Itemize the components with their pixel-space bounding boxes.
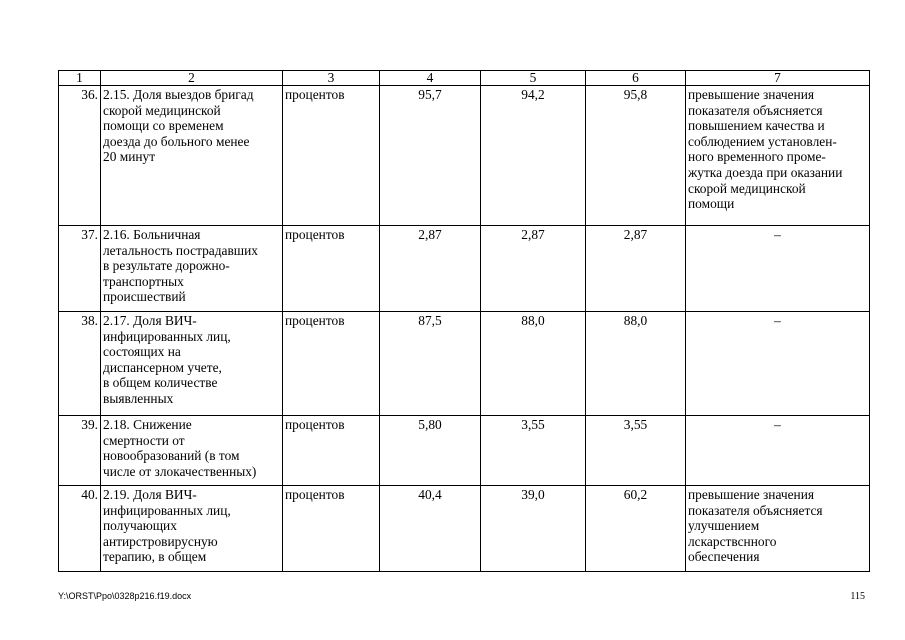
indicators-table bbox=[58, 70, 870, 572]
value-col-6: 88,0 bbox=[586, 312, 686, 416]
unit-cell: процентов bbox=[283, 86, 380, 226]
value-col-4: 40,4 bbox=[380, 486, 481, 572]
header-col-1: 1 bbox=[59, 71, 101, 86]
header-col-6: 6 bbox=[586, 71, 686, 86]
value-col-4: 95,7 bbox=[380, 86, 481, 226]
indicator-name: 2.19. Доля ВИЧ- инфицированных лиц, получающих антирстровирусную терапию, в общем bbox=[101, 486, 283, 572]
footer-file-path: Y:\ORST\Ppo\0328p216.f19.docx bbox=[58, 591, 192, 601]
row-number: 39. bbox=[59, 416, 101, 486]
header-col-4: 4 bbox=[380, 71, 481, 86]
table-row bbox=[59, 416, 870, 486]
note-cell: превышение значения показателя объясняется повышением качества и соблюдением установлен- ного временного проме- жутка доезда при оказании скорой медицинской помощи bbox=[686, 86, 870, 226]
unit-cell: процентов bbox=[283, 226, 380, 312]
unit-cell: процентов bbox=[283, 416, 380, 486]
table-row bbox=[59, 86, 870, 226]
page-number: 115 bbox=[850, 591, 865, 602]
note-cell: – bbox=[686, 312, 870, 416]
note-cell: превышение значения показателя объясняется улучшением лскарствснного обеспечения bbox=[686, 486, 870, 572]
unit-cell: процентов bbox=[283, 486, 380, 572]
indicator-name: 2.16. Больничная летальность пострадавших в результате дорожно- транспортных происшествий bbox=[101, 226, 283, 312]
table-row bbox=[59, 312, 870, 416]
indicator-name: 2.18. Снижение смертности от новообразований (в том числе от злокачественных) bbox=[101, 416, 283, 486]
indicator-name: 2.15. Доля выездов бригад скорой медицинской помощи со временем доезда до больного менее 20 минут bbox=[101, 86, 283, 226]
value-col-6: 3,55 bbox=[586, 416, 686, 486]
value-col-4: 2,87 bbox=[380, 226, 481, 312]
value-col-5: 2,87 bbox=[481, 226, 586, 312]
row-number: 36. bbox=[59, 86, 101, 226]
row-number: 40. bbox=[59, 486, 101, 572]
table-row bbox=[59, 226, 870, 312]
header-col-3: 3 bbox=[283, 71, 380, 86]
value-col-4: 87,5 bbox=[380, 312, 481, 416]
value-col-5: 94,2 bbox=[481, 86, 586, 226]
row-number: 38. bbox=[59, 312, 101, 416]
note-cell: – bbox=[686, 416, 870, 486]
indicator-name: 2.17. Доля ВИЧ- инфицированных лиц, состоящих на диспансерном учете, в общем количестве выявленных bbox=[101, 312, 283, 416]
value-col-4: 5,80 bbox=[380, 416, 481, 486]
value-col-6: 95,8 bbox=[586, 86, 686, 226]
row-number: 37. bbox=[59, 226, 101, 312]
header-col-2: 2 bbox=[101, 71, 283, 86]
header-col-7: 7 bbox=[686, 71, 870, 86]
value-col-5: 3,55 bbox=[481, 416, 586, 486]
value-col-5: 39,0 bbox=[481, 486, 586, 572]
header-col-5: 5 bbox=[481, 71, 586, 86]
note-cell: – bbox=[686, 226, 870, 312]
table-header-row bbox=[59, 71, 870, 86]
table-row bbox=[59, 486, 870, 572]
value-col-6: 2,87 bbox=[586, 226, 686, 312]
value-col-6: 60,2 bbox=[586, 486, 686, 572]
value-col-5: 88,0 bbox=[481, 312, 586, 416]
unit-cell: процентов bbox=[283, 312, 380, 416]
